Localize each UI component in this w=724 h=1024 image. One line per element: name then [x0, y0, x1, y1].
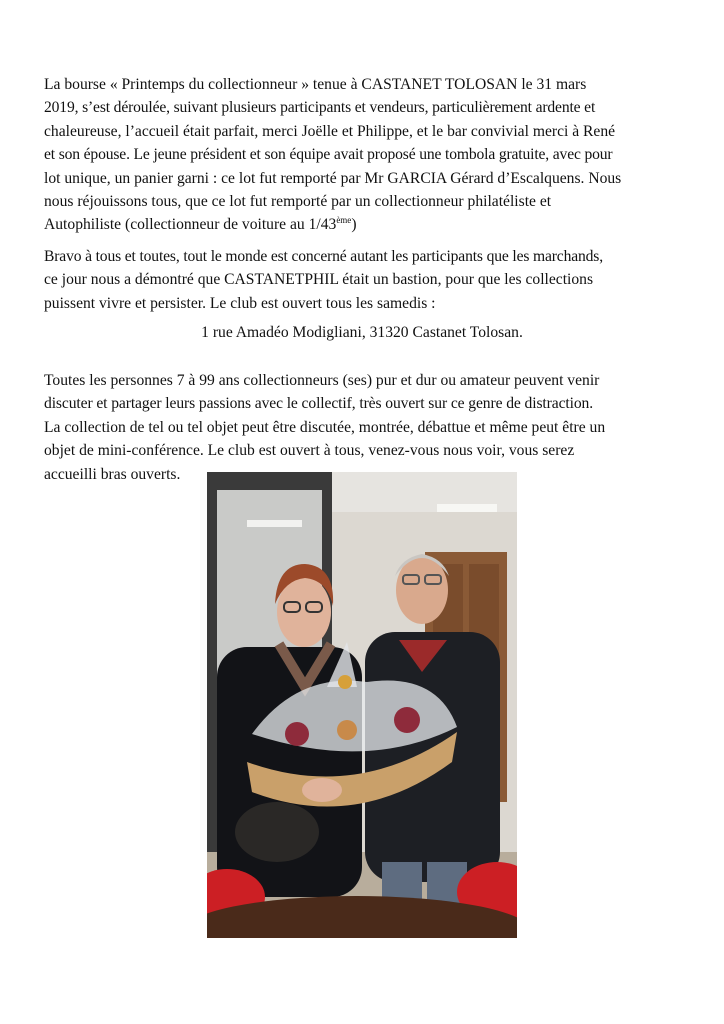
superscript: ème [336, 215, 352, 226]
text-line: 2019, s’est déroulée, suivant plusieurs participants et vendeurs, particulièrement ardente et [44, 99, 596, 117]
text-line: puissent vivre et persister. Le club est ouvert tous les samedis : [44, 294, 436, 312]
text-line: ce jour nous a démontré que CASTANETPHIL était un bastion, pour que les collections [44, 271, 594, 289]
reflection-light [247, 520, 302, 527]
text-line: objet de mini-conférence. Le club est ouvert à tous, venez-vous nous voir, vous serez [44, 442, 575, 460]
photo-couple-with-gift-basket [207, 472, 517, 938]
text-line: discuter et partager leurs passions avec le collectif, très ouvert sur ce genre de distraction. [44, 395, 594, 413]
text-line: nous réjouissons tous, que ce lot fut remporté par un collectionneur philatéliste et [44, 193, 552, 211]
paragraph-bravo [44, 245, 684, 315]
text-fragment: Autophiliste (collectionneur de voiture au 1/43 [44, 216, 337, 234]
text-line: et son épouse. Le jeune président et son équipe avait proposé une tombola gratuite, avec pour [44, 146, 613, 164]
paragraph-intro [44, 73, 684, 237]
gift-item [285, 722, 309, 746]
man-face [396, 556, 448, 624]
woman-handbag [235, 802, 319, 862]
gift-item [337, 720, 357, 740]
gift-item [394, 707, 420, 733]
text-line: La collection de tel ou tel objet peut être discutée, montrée, débattue et même peut être un [44, 418, 606, 436]
text-line: lot unique, un panier garni : ce lot fut remporté par Mr GARCIA Gérard d’Escalquens. Nous [44, 169, 622, 187]
text-line: accueilli bras ouverts. [44, 465, 181, 483]
text-line: Bravo à tous et toutes, tout le monde est concerné autant les participants que les marchands, [44, 248, 603, 265]
photo-illustration [207, 472, 517, 938]
text-line: La bourse « Printemps du collectionneur » tenue à CASTANET TOLOSAN le 31 mars [44, 76, 587, 93]
text-line [44, 213, 684, 236]
woman-hands [302, 778, 342, 802]
text-line: chaleureuse, l’accueil était parfait, merci Joëlle et Philippe, et le bar convivial merci à René [44, 122, 616, 140]
ribbon-bow [338, 675, 352, 689]
text-line: Toutes les personnes 7 à 99 ans collectionneurs (ses) pur et dur ou amateur peuvent venir [44, 372, 600, 389]
text-fragment: ) [351, 216, 357, 234]
club-address: 1 rue Amadéo Modigliani, 31320 Castanet Tolosan. [201, 324, 523, 341]
paragraph-invitation [44, 369, 684, 486]
